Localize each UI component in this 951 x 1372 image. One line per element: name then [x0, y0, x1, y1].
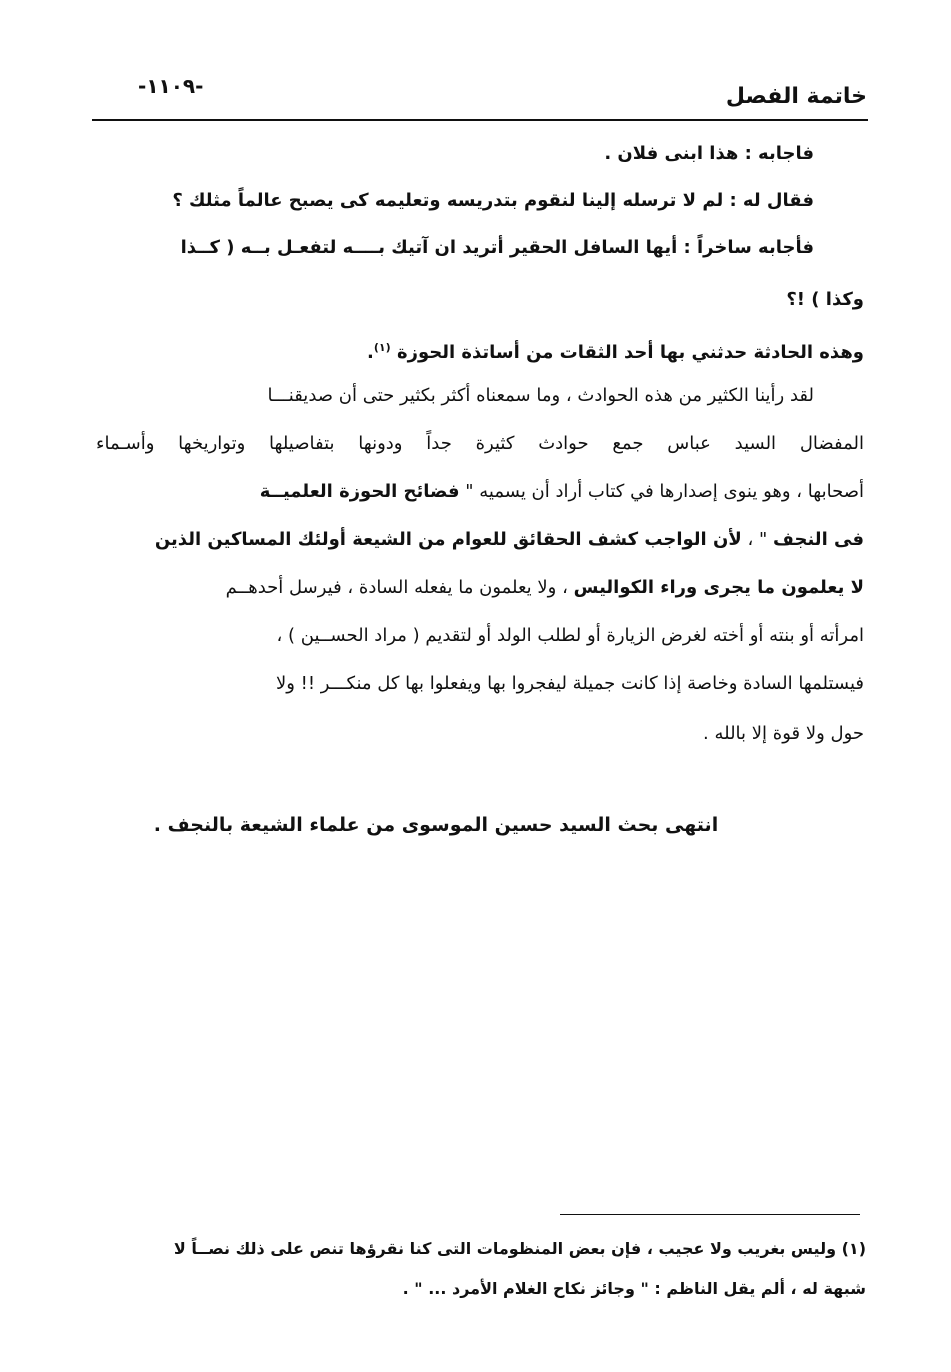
text-span: حول ولا قوة إلا بالله . — [703, 723, 864, 744]
text-span: لا يعلمون ما يجرى وراء الكواليس — [573, 577, 864, 598]
chapter-title: خاتمة الفصل — [725, 84, 867, 109]
text-span: . — [367, 342, 374, 363]
text-span: فيستلمها السادة وخاصة إذا كانت جميلة ليفجروا بها ويفعلوا بها كل منكـــر !! ولا — [275, 673, 864, 694]
text-span: وهذه الحادثة حدثني بها أحد الثقات من أساتذة الحوزة — [396, 342, 864, 363]
footnote — [86, 1230, 866, 1310]
text-span: فأجابه ساخراً : أيها السافل الحقير أتريد ان آتيك بــــه لتفعـل بــه ( كــذا — [180, 237, 814, 258]
text-line — [96, 230, 814, 266]
text-span: المفضال السيد عباس جمع حوادث كثيرة جداً ودونها بتفاصيلها وتواريخها وأسـماء — [96, 433, 864, 454]
text-span: لأن الواجب كشف الحقائق للعوام من الشيعة أولئك المساكين الذين — [154, 529, 742, 550]
text-span: فى النجف — [773, 529, 864, 550]
text-line — [703, 716, 864, 752]
text-span: لقد رأينا الكثير من هذه الحوادث ، وما سمعناه أكثر بكثير حتى أن صديقنـــا — [267, 385, 814, 406]
text-line — [172, 183, 814, 219]
text-span: ، ولا يعلمون ما يفعله السادة ، فيرسل أحدهــم — [225, 577, 568, 598]
footnote-line — [403, 1274, 866, 1304]
text-line — [96, 378, 814, 414]
text-span: شبهة له ، ألم يقل الناظم : " وجائز نكاح الغلام الأمرد ... " . — [402, 1279, 866, 1298]
text-line — [276, 666, 864, 702]
text-line — [155, 522, 864, 558]
text-line — [367, 330, 864, 366]
footnote-divider — [560, 1214, 860, 1215]
footnote-line — [174, 1234, 866, 1264]
page-number: -١١٠٩- — [138, 74, 204, 98]
text-span: أصحابها ، وهو ينوى إصدارها في كتاب أراد أن يسميه " — [465, 481, 864, 502]
text-line — [96, 474, 864, 510]
text-span: " ، — [747, 529, 768, 550]
closing-statement: انتهى بحث السيد حسين الموسوى من علماء الشيعة بالنجف . — [153, 814, 719, 836]
body-text — [96, 136, 864, 776]
text-line — [96, 426, 864, 462]
text-span: فقال له : لم لا ترسله إلينا لنقوم بتدريسه وتعليمه كى يصبح عالماً مثلك ؟ — [172, 190, 814, 211]
text-span: (١) وليس بغريب ولا عجيب ، فإن بعض المنظومات التى كنا نقرؤها تنص على ذلك نصــاً لا — [173, 1239, 866, 1258]
text-span: امرأته أو بنته أو أخته لغرض الزيارة أو لطلب الولد أو لتقديم ( مراد الحســين ) ، — [276, 625, 864, 646]
header-divider — [92, 119, 868, 121]
text-span: فاجابه : هذا ابنى فلان . — [604, 143, 814, 164]
text-line — [604, 136, 814, 172]
footnote-marker: (١) — [373, 341, 391, 354]
text-line — [276, 618, 864, 654]
text-line — [96, 570, 864, 606]
text-span: وكذا ) !؟ — [786, 289, 864, 310]
text-line — [786, 282, 864, 318]
text-span: فضائح الحوزة العلميــة — [259, 481, 460, 502]
